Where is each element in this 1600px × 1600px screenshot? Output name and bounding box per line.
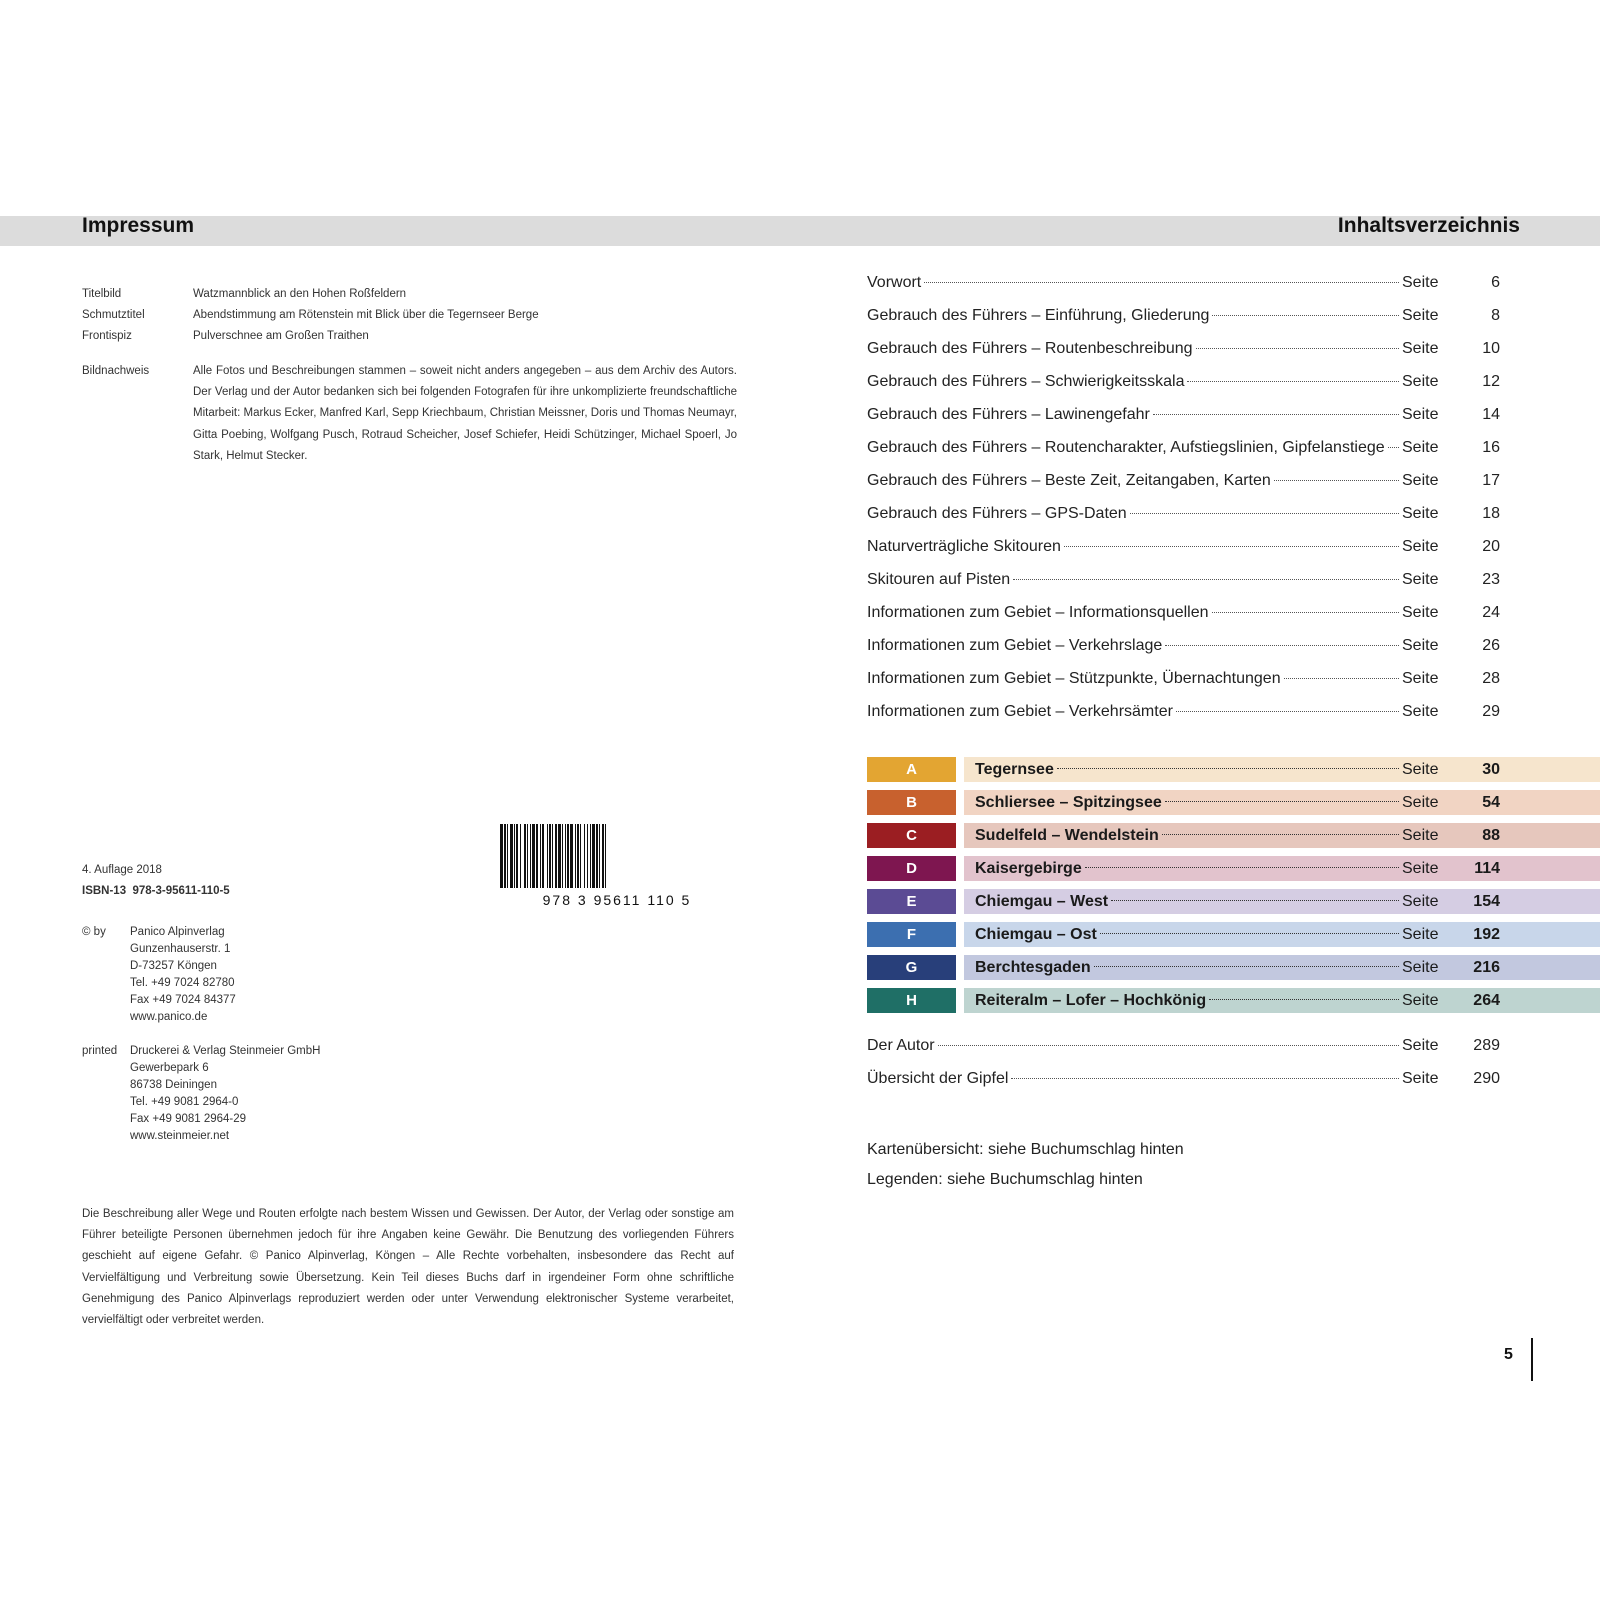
credit-row — [82, 284, 737, 305]
toc-leader — [1187, 381, 1399, 382]
credit-value: Pulverschnee am Großen Traithen — [193, 330, 369, 342]
toc-entry-title: Der Autor — [867, 1037, 935, 1054]
toc-heading: Inhaltsverzeichnis — [1337, 214, 1520, 237]
isbn-line — [82, 881, 230, 902]
section-row-c[interactable] — [867, 823, 1600, 848]
printer-label: printed — [82, 1045, 118, 1057]
section-page-number: 114 — [1474, 860, 1500, 877]
toc-leader — [1388, 447, 1399, 448]
edition-line: 4. Auflage 2018 — [82, 864, 162, 876]
address-line: 86738 Deiningen — [130, 1079, 217, 1091]
toc-leader — [1130, 513, 1399, 514]
toc-leader — [1153, 414, 1399, 415]
barcode-number: 978 3 95611 110 5 — [542, 892, 692, 908]
toc-seite-label: Seite — [1402, 827, 1439, 844]
isbn-barcode — [500, 824, 734, 888]
toc-leader — [1100, 933, 1399, 934]
section-row-h[interactable] — [867, 988, 1600, 1013]
barcode-bar — [606, 824, 609, 888]
section-letter-tab: B — [867, 790, 956, 815]
section-letter-tab: D — [867, 856, 956, 881]
toc-leader — [1162, 834, 1399, 835]
section-row-g[interactable] — [867, 955, 1600, 980]
toc-leader — [1284, 678, 1399, 679]
toc-entry-summits[interactable] — [867, 1070, 1500, 1096]
toc-page-number: 28 — [1482, 670, 1500, 687]
toc-seite-label: Seite — [1402, 505, 1439, 522]
section-line — [975, 988, 1500, 1013]
toc-entry[interactable] — [867, 703, 1500, 729]
toc-leader — [1111, 900, 1399, 901]
toc-entry-title: Informationen zum Gebiet – Informationsquellen — [867, 604, 1209, 621]
toc-seite-label: Seite — [1402, 893, 1439, 910]
section-row-a[interactable] — [867, 757, 1600, 782]
section-title: Schliersee – Spitzingsee — [975, 794, 1162, 811]
toc-page-number: 20 — [1482, 538, 1500, 555]
section-title: Tegernsee — [975, 761, 1054, 778]
toc-page-number: 12 — [1482, 373, 1500, 390]
toc-entry-title: Vorwort — [867, 274, 922, 291]
address-line: D-73257 Köngen — [130, 960, 217, 972]
toc-leader — [1064, 546, 1399, 547]
toc-entry-title: Gebrauch des Führers – Einführung, Gliederung — [867, 307, 1210, 324]
photo-credits-label: Bildnachweis — [82, 365, 150, 377]
toc-leader — [1094, 966, 1399, 967]
toc-entry-title: Skitouren auf Pisten — [867, 571, 1011, 588]
toc-entry-title: Gebrauch des Führers – GPS-Daten — [867, 505, 1127, 522]
address-line: www.panico.de — [130, 1011, 208, 1023]
address-line: Gunzenhauserstr. 1 — [130, 943, 231, 955]
toc-seite-label: Seite — [1402, 1070, 1439, 1087]
toc-seite-label: Seite — [1402, 670, 1439, 687]
printer-lines — [130, 1043, 320, 1145]
publisher-label: © by — [82, 926, 106, 938]
toc-page-number: 6 — [1491, 274, 1500, 291]
toc-seite-label: Seite — [1402, 373, 1439, 390]
toc-entry-title: Gebrauch des Führers – Routencharakter, Aufstiegslinien, Gipfelanstiege — [867, 439, 1385, 456]
toc-entry[interactable] — [867, 571, 1500, 597]
address-line: Tel. +49 9081 2964-0 — [130, 1096, 239, 1108]
address-line: Fax +49 7024 84377 — [130, 994, 236, 1006]
toc-leader — [938, 1045, 1399, 1046]
section-title: Berchtesgaden — [975, 959, 1091, 976]
section-letter-tab: H — [867, 988, 956, 1013]
section-letter-tab: C — [867, 823, 956, 848]
toc-page-number: 26 — [1482, 637, 1500, 654]
address-line: Panico Alpinverlag — [130, 926, 225, 938]
toc-leader — [1212, 612, 1399, 613]
section-letter-tab: F — [867, 922, 956, 947]
toc-seite-label: Seite — [1402, 538, 1439, 555]
impressum-heading: Impressum — [82, 214, 195, 237]
toc-leader — [1085, 867, 1399, 868]
toc-leader — [1196, 348, 1399, 349]
section-page-number: 216 — [1473, 959, 1500, 976]
toc-seite-label: Seite — [1402, 307, 1439, 324]
isbn-label: ISBN-13 — [82, 885, 127, 897]
edition-info — [82, 860, 230, 902]
toc-entry-title: Informationen zum Gebiet – Verkehrslage — [867, 637, 1163, 654]
credit-label: Frontispiz — [82, 330, 132, 342]
page-number-rule — [1531, 1338, 1533, 1381]
toc-leader — [1057, 768, 1399, 769]
toc-entry[interactable] — [867, 274, 1500, 300]
toc-page-number: 16 — [1482, 439, 1500, 456]
toc-entry[interactable] — [867, 340, 1500, 366]
toc-seite-label: Seite — [1402, 274, 1439, 291]
toc-page-number: 17 — [1482, 472, 1500, 489]
credit-row — [82, 305, 737, 326]
section-letter-tab: E — [867, 889, 956, 914]
toc-entry[interactable] — [867, 406, 1500, 432]
toc-leader — [1212, 315, 1399, 316]
section-title: Chiemgau – West — [975, 893, 1109, 910]
page-number: 5 — [1504, 1346, 1513, 1363]
section-title: Kaisergebirge — [975, 860, 1082, 877]
toc-page-number: 18 — [1482, 505, 1500, 522]
publisher-lines — [130, 924, 236, 1026]
toc-seite-label: Seite — [1402, 604, 1439, 621]
toc-entry-author[interactable] — [867, 1037, 1500, 1063]
section-page-number: 88 — [1482, 827, 1500, 844]
section-title: Sudelfeld – Wendelstein — [975, 827, 1159, 844]
toc-page-number: 29 — [1482, 703, 1500, 720]
toc-seite-label: Seite — [1402, 406, 1439, 423]
toc-entry-title: Gebrauch des Führers – Routenbeschreibung — [867, 340, 1193, 357]
toc-page-number: 14 — [1482, 406, 1500, 423]
toc-seite-label: Seite — [1402, 860, 1439, 877]
toc-leader — [1013, 579, 1399, 580]
address-line: Tel. +49 7024 82780 — [130, 977, 235, 989]
map-overview-note: Kartenübersicht: siehe Buchumschlag hinten — [867, 1141, 1184, 1158]
section-title: Reiteralm – Lofer – Hochkönig — [975, 992, 1207, 1009]
section-row-f[interactable] — [867, 922, 1600, 947]
toc-page-number: 23 — [1482, 571, 1500, 588]
toc-entry[interactable] — [867, 505, 1500, 531]
section-line — [975, 856, 1500, 881]
toc-leader — [924, 282, 1399, 283]
address-line: www.steinmeier.net — [130, 1130, 230, 1142]
section-line — [975, 790, 1500, 815]
section-line — [975, 757, 1500, 782]
section-page-number: 264 — [1473, 992, 1500, 1009]
credit-row — [82, 326, 737, 347]
address-line: Gewerbepark 6 — [130, 1062, 209, 1074]
toc-entry-title: Naturverträgliche Skitouren — [867, 538, 1061, 555]
toc-page-number: 289 — [1473, 1037, 1500, 1054]
credit-value: Watzmannblick an den Hohen Roßfeldern — [193, 288, 407, 300]
toc-leader — [1011, 1078, 1399, 1079]
section-line — [975, 955, 1500, 980]
photo-credits-text: Alle Fotos und Beschreibungen stammen – soweit nicht anders angegeben – aus dem Archiv des Autors. Der Verlag und der Autor bedanken sich bei folgenden Fotografen für ihre unkomplizierte freundschaftliche Mitarbeit: Markus Ecker, Manfred Karl, Sepp Kriechbaum, Christian Meissner, Doris und Thomas Neumayr, Gitta Poebing, Wolfgang Pusch, Rotraud Scheicher, Josef Schiefer, Heidi Schützinger, Michael Spoerl, Jo Stark, Helmut Stecker. — [193, 365, 737, 462]
toc-seite-label: Seite — [1402, 637, 1439, 654]
toc-entry-title: Übersicht der Gipfel — [867, 1070, 1009, 1087]
toc-entry-title: Gebrauch des Führers – Lawinengefahr — [867, 406, 1150, 423]
toc-page-number: 10 — [1482, 340, 1500, 357]
publisher-address — [82, 924, 236, 1026]
toc-entry[interactable] — [867, 637, 1500, 663]
toc-seite-label: Seite — [1402, 571, 1439, 588]
legend-note: Legenden: siehe Buchumschlag hinten — [867, 1171, 1143, 1188]
address-line: Fax +49 9081 2964-29 — [130, 1113, 247, 1125]
section-line — [975, 823, 1500, 848]
toc-entry-title: Informationen zum Gebiet – Stützpunkte, Übernachtungen — [867, 670, 1281, 687]
toc-leader — [1176, 711, 1399, 712]
section-line — [975, 922, 1500, 947]
section-letter-tab: G — [867, 955, 956, 980]
barcode-bars — [500, 824, 734, 888]
image-credits — [82, 284, 737, 467]
toc-leader — [1274, 480, 1399, 481]
section-letter-tab: A — [867, 757, 956, 782]
toc-entry[interactable] — [867, 307, 1500, 333]
section-page-number: 192 — [1473, 926, 1500, 943]
toc-seite-label: Seite — [1402, 1037, 1439, 1054]
address-line: Druckerei & Verlag Steinmeier GmbH — [130, 1045, 321, 1057]
toc-entry[interactable] — [867, 538, 1500, 564]
toc-seite-label: Seite — [1402, 439, 1439, 456]
credit-label: Schmutztitel — [82, 309, 145, 321]
toc-entry[interactable] — [867, 439, 1500, 465]
disclaimer-text: Die Beschreibung aller Wege und Routen erfolgte nach bestem Wissen und Gewissen. Der Autor, der Verlag oder sonstige am Führer beteiligte Personen übernehmen jedoch für ihre Angaben keine Gewähr. Die Benutzung des vorliegenden Führers geschieht auf eigene Gefahr. © Panico Alpinverlag, Köngen – Alle Rechte vorbehalten, insbesondere das Recht auf Vervielfältigung und Verbreitung sowie Übersetzung. Kein Teil dieses Buchs darf in irgendeiner Form ohne schriftliche Genehmigung des Panico Alpinverlags reproduziert werden oder unter Verwendung elektronischer Systeme verarbeitet, vervielfältigt oder verbreitet werden. — [82, 1208, 734, 1327]
section-row-e[interactable] — [867, 889, 1600, 914]
toc-seite-label: Seite — [1402, 340, 1439, 357]
toc-entry[interactable] — [867, 472, 1500, 498]
toc-seite-label: Seite — [1402, 959, 1439, 976]
section-row-b[interactable] — [867, 790, 1600, 815]
section-page-number: 54 — [1482, 794, 1500, 811]
photo-credits — [82, 361, 737, 467]
printer-address — [82, 1043, 320, 1145]
toc-page-number: 24 — [1482, 604, 1500, 621]
section-line — [975, 889, 1500, 914]
section-page-number: 154 — [1473, 893, 1500, 910]
toc-entry-title: Gebrauch des Führers – Beste Zeit, Zeitangaben, Karten — [867, 472, 1271, 489]
toc-seite-label: Seite — [1402, 472, 1439, 489]
section-title: Chiemgau – Ost — [975, 926, 1097, 943]
toc-entry[interactable] — [867, 373, 1500, 399]
toc-seite-label: Seite — [1402, 794, 1439, 811]
toc-seite-label: Seite — [1402, 926, 1439, 943]
toc-leader — [1165, 801, 1399, 802]
toc-seite-label: Seite — [1402, 992, 1439, 1009]
credit-label: Titelbild — [82, 288, 122, 300]
toc-entry-title: Informationen zum Gebiet – Verkehrsämter — [867, 703, 1173, 720]
toc-page-number: 290 — [1473, 1070, 1500, 1087]
toc-entry-title: Gebrauch des Führers – Schwierigkeitsskala — [867, 373, 1185, 390]
toc-leader — [1209, 999, 1399, 1000]
toc-page-number: 8 — [1491, 307, 1500, 324]
toc-leader — [1165, 645, 1399, 646]
toc-entry[interactable] — [867, 670, 1500, 696]
section-page-number: 30 — [1482, 761, 1500, 778]
toc-seite-label: Seite — [1402, 761, 1439, 778]
section-row-d[interactable] — [867, 856, 1600, 881]
toc-entry[interactable] — [867, 604, 1500, 630]
credit-value: Abendstimmung am Rötenstein mit Blick über die Tegernseer Berge — [193, 309, 539, 321]
toc-seite-label: Seite — [1402, 703, 1439, 720]
isbn-value: 978-3-95611-110-5 — [132, 885, 230, 897]
